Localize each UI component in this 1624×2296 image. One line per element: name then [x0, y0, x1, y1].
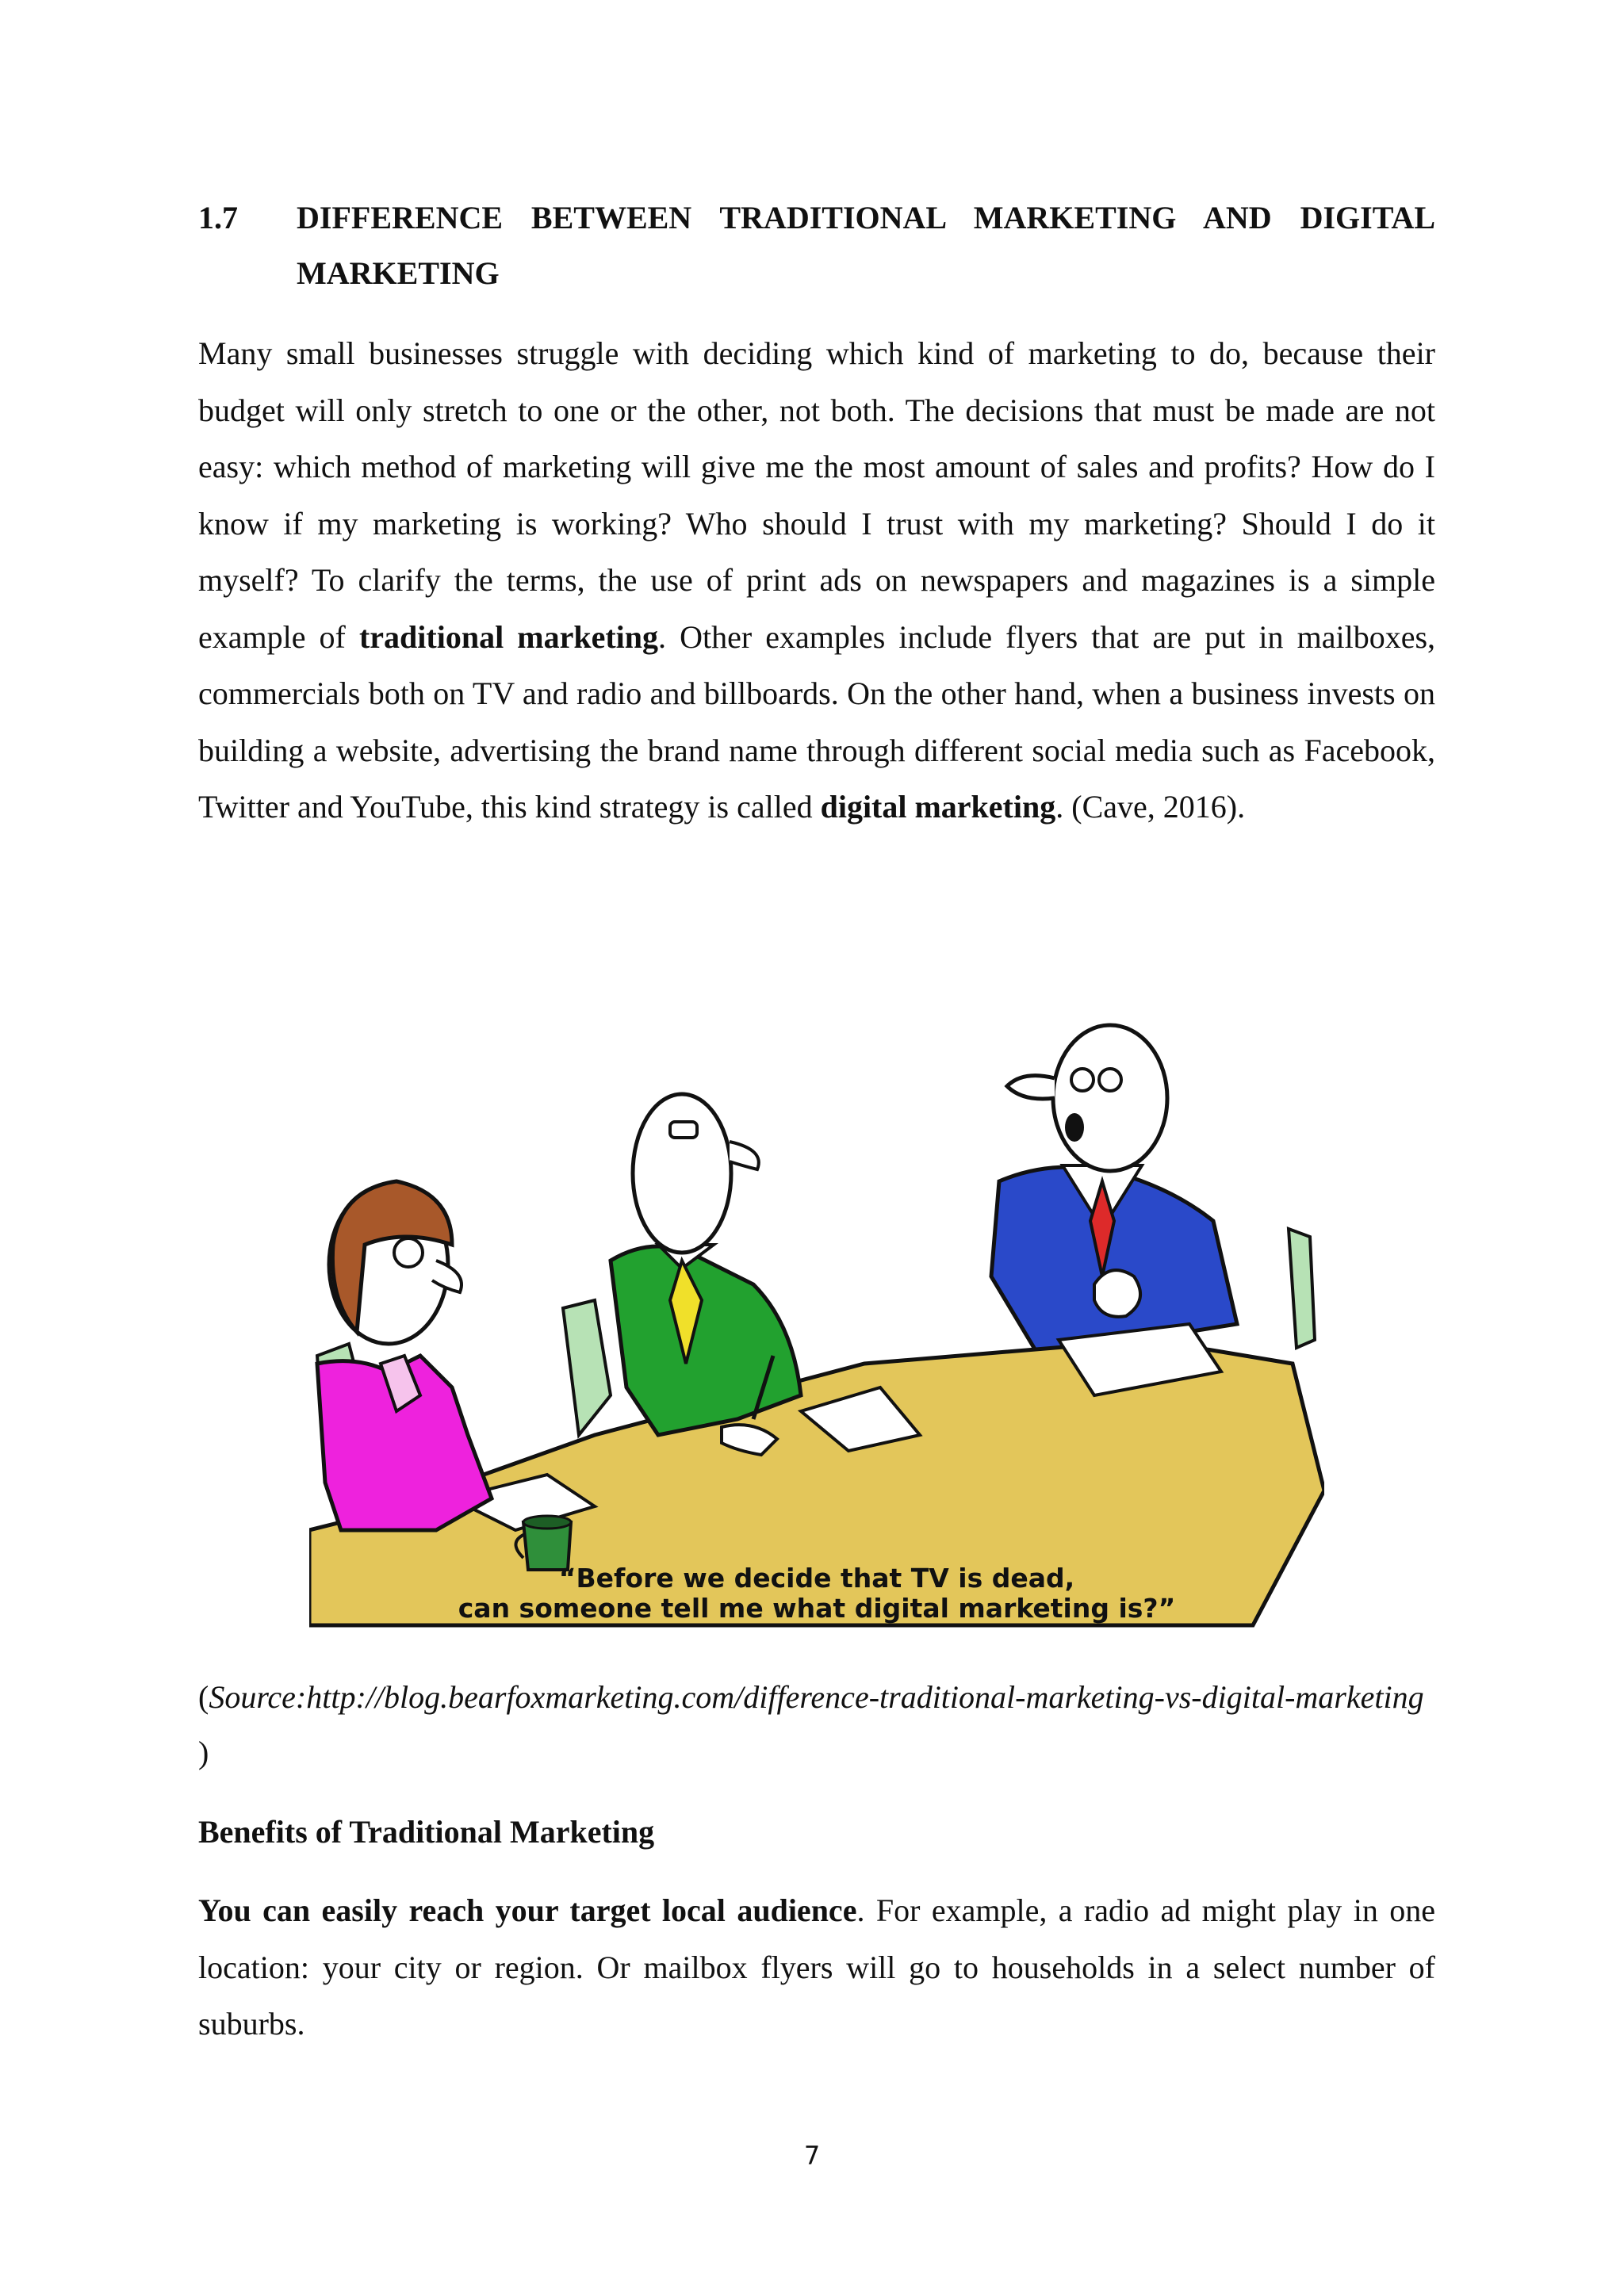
- caption-line-1: “Before we decide that TV is dead,: [558, 1563, 1075, 1594]
- benefit-lead: You can easily reach your target local audience: [198, 1892, 857, 1928]
- section-number: 1.7: [198, 200, 238, 235]
- page-number: 7: [803, 2141, 821, 2171]
- source-url: Source:http://blog.bearfoxmarketing.com/difference-traditional-marketing-vs-digital-marketing: [209, 1679, 1424, 1715]
- term-traditional-marketing: traditional marketing: [358, 618, 659, 655]
- intro-paragraph: [198, 325, 1435, 836]
- benefits-heading: Benefits of Traditional Marketing: [198, 1814, 655, 1850]
- cartoon-caption: [309, 1563, 1324, 1624]
- image-source-citation: [198, 1670, 1435, 1781]
- section-title-line2: MARKETING: [297, 255, 500, 291]
- benefits-paragraph: [198, 1882, 1435, 2053]
- paren-open: (: [198, 1679, 209, 1715]
- paragraph-text: . (Cave, 2016).: [1055, 789, 1246, 825]
- meeting-cartoon-image: [309, 1023, 1324, 1641]
- term-digital-marketing: digital marketing: [820, 789, 1056, 825]
- caption-line-2: can someone tell me what digital marketing is?”: [458, 1593, 1176, 1624]
- paragraph-text: . Other examples include flyers that are put in mailboxes, commercials both on TV and radio and billboards. On the other hand, when a business invests on building a website, advertising the brand name through different social media such as Facebook, Twitter and YouTube, this kind strategy is called: [198, 618, 1436, 825]
- benefit-text: . For example, a radio ad might play in one location: your city or region. Or mailbox flyers will go to households in a select number of suburbs.: [198, 1892, 1435, 2042]
- section-title-line1: DIFFERENCE BETWEEN TRADITIONAL MARKETING AND DIGITAL: [297, 200, 1435, 235]
- paragraph-text: Many small businesses struggle with deciding which kind of marketing to do, because their budget will only stretch to one or the other, not both. The decisions that must be made are not easy: which method of marketing will give me the most amount of sales and profits? How do I know if my marketing is working? Who should I trust with my marketing? Should I do it myself? To clarify the terms, the use of print ads on newspapers and magazines is a simple example of: [198, 335, 1435, 655]
- paren-close: ): [198, 1735, 209, 1770]
